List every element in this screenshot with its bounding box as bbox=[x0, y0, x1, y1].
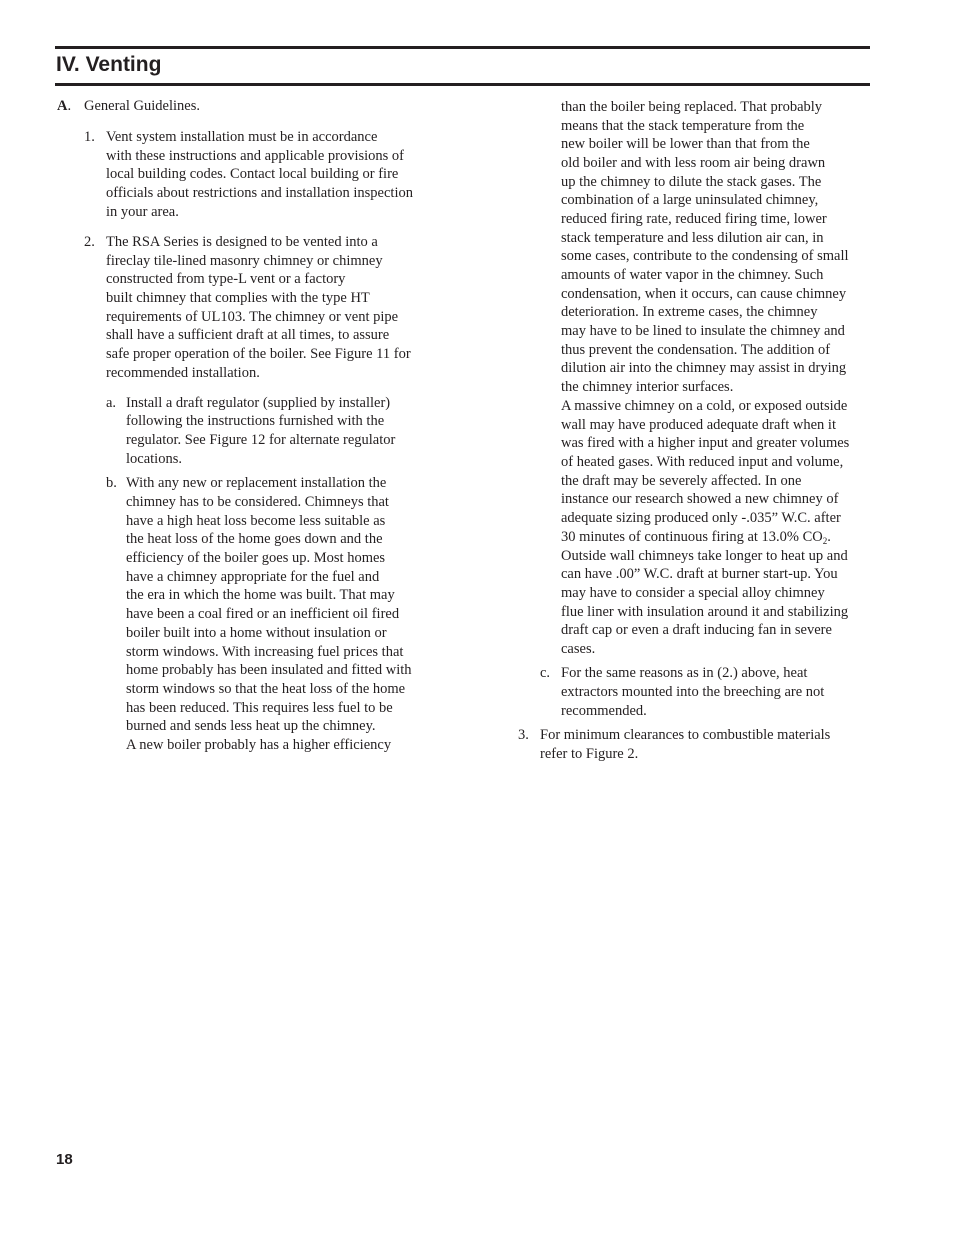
text-line: With any new or replacement installation the bbox=[126, 475, 387, 491]
text-line: Install a draft regulator (supplied by installer) bbox=[126, 395, 391, 411]
text-line: following the instructions furnished with the bbox=[126, 413, 385, 429]
header-rule-top bbox=[55, 46, 870, 49]
text-line: extractors mounted into the breeching are not bbox=[561, 684, 825, 700]
section-title: IV. Venting bbox=[56, 53, 162, 76]
text-line: chimney has to be considered. Chimneys that bbox=[126, 494, 389, 510]
text-line: A massive chimney on a cold, or exposed outside bbox=[561, 398, 848, 414]
text-line: adequate sizing produced only -.035” W.C. after bbox=[561, 510, 841, 526]
text-line: in your area. bbox=[106, 204, 179, 220]
page-number: 18 bbox=[56, 1151, 73, 1168]
text-line: refer to Figure 2. bbox=[540, 746, 639, 762]
text-line: cases. bbox=[561, 641, 596, 657]
text-line: with these instructions and applicable provisions of bbox=[106, 148, 405, 164]
text-line: For minimum clearances to combustible materials bbox=[540, 727, 831, 743]
text-line: amounts of water vapor in the chimney. Such bbox=[561, 267, 824, 283]
text-line: A new boiler probably has a higher efficiency bbox=[126, 737, 392, 753]
text-line: combination of a large uninsulated chimney, bbox=[561, 192, 819, 208]
text-line: condensation, when it occurs, can cause chimney bbox=[561, 286, 847, 302]
item3-marker: 3. bbox=[518, 727, 529, 743]
text-line: local building codes. Contact local building or fire bbox=[106, 166, 399, 182]
text-line: up the chimney to dilute the stack gases. The bbox=[561, 174, 822, 190]
text-line: has been reduced. This requires less fuel to be bbox=[126, 700, 393, 716]
text-line: of heated gases. With reduced input and volume, bbox=[561, 454, 844, 470]
text-line: have been a coal fired or an inefficient oil fired bbox=[126, 606, 400, 622]
text-line: can have .00” W.C. draft at burner start-up. You bbox=[561, 566, 838, 582]
text-line: old boiler and with less room air being drawn bbox=[561, 155, 826, 171]
text-line: some cases, contribute to the condensing of small bbox=[561, 248, 849, 264]
text-line: the era in which the home was built. That may bbox=[126, 587, 395, 603]
text-line: dilution air into the chimney may assist in drying bbox=[561, 360, 847, 376]
text-line: may have to be lined to insulate the chimney and bbox=[561, 323, 845, 339]
co2-line: 30 minutes of continuous firing at 13.0% $CO_2$. bbox=[561, 529, 831, 546]
text-line: storm windows so that the heat loss of the home bbox=[126, 681, 406, 697]
item2-marker: 2. bbox=[84, 234, 95, 250]
text-line: officials about restrictions and installation inspection bbox=[106, 185, 413, 201]
text-line: Outside wall chimneys take longer to heat up and bbox=[561, 548, 848, 564]
text-line: stack temperature and less dilution air can, in bbox=[561, 230, 824, 246]
header-rule-bottom bbox=[55, 83, 870, 86]
text-line: deterioration. In extreme cases, the chimney bbox=[561, 304, 818, 320]
heading-a-marker: A. bbox=[57, 98, 72, 114]
text-line: The RSA Series is designed to be vented into a bbox=[106, 234, 378, 250]
text-line: flue liner with insulation around it and stabilizing bbox=[561, 604, 849, 620]
text-line: draft cap or even a draft inducing fan in severe bbox=[561, 622, 832, 638]
text-line: home probably has been insulated and fitted with bbox=[126, 662, 412, 678]
text-line: storm windows. With increasing fuel prices that bbox=[126, 644, 404, 660]
text-line: reduced firing rate, reduced firing time, lower bbox=[561, 211, 827, 227]
text-line: means that the stack temperature from the bbox=[561, 118, 805, 134]
text-line: boiler built into a home without insulation or bbox=[126, 625, 387, 641]
text-line: instance our research showed a new chimney of bbox=[561, 491, 839, 507]
text-line: have a chimney appropriate for the fuel and bbox=[126, 569, 380, 585]
text-line: built chimney that complies with the type HT bbox=[106, 290, 370, 306]
text-line: requirements of UL103. The chimney or vent pipe bbox=[106, 309, 399, 325]
text-line: constructed from type-L vent or a factory bbox=[106, 271, 346, 287]
item2c-marker: c. bbox=[540, 665, 551, 681]
text-line: fireclay tile-lined masonry chimney or chimney bbox=[106, 253, 383, 269]
item2b-marker: b. bbox=[106, 475, 117, 491]
item2a-marker: a. bbox=[106, 395, 117, 411]
text-line: wall may have produced adequate draft when it bbox=[561, 417, 836, 433]
text-line: the chimney interior surfaces. bbox=[561, 379, 734, 395]
text-line: For the same reasons as in (2.) above, heat bbox=[561, 665, 808, 681]
heading-a-text: General Guidelines. bbox=[84, 98, 200, 114]
text-line: new boiler will be lower than that from the bbox=[561, 136, 810, 152]
text-line: shall have a sufficient draft at all times, to assure bbox=[106, 327, 390, 343]
text-line: recommended installation. bbox=[106, 365, 260, 381]
item1-marker: 1. bbox=[84, 129, 95, 145]
text-line: may have to consider a special alloy chimney bbox=[561, 585, 825, 601]
text-line: burned and sends less heat up the chimney. bbox=[126, 718, 376, 734]
text-line: regulator. See Figure 12 for alternate regulator bbox=[126, 432, 396, 448]
text-line: efficiency of the boiler goes up. Most homes bbox=[126, 550, 386, 566]
text-line: safe proper operation of the boiler. See Figure 11 for bbox=[106, 346, 411, 362]
text-line: was fired with a higher input and greater volumes bbox=[561, 435, 850, 451]
text-line: have a high heat loss become less suitable as bbox=[126, 513, 386, 529]
text-line: the heat loss of the home goes down and the bbox=[126, 531, 383, 547]
text-line: the draft may be severely affected. In one bbox=[561, 473, 802, 489]
text-line: recommended. bbox=[561, 703, 647, 719]
text-line: than the boiler being replaced. That probably bbox=[561, 99, 823, 115]
text-line: Vent system installation must be in accordance bbox=[106, 129, 378, 145]
text-line: locations. bbox=[126, 451, 182, 467]
text-line: thus prevent the condensation. The addition of bbox=[561, 342, 831, 358]
